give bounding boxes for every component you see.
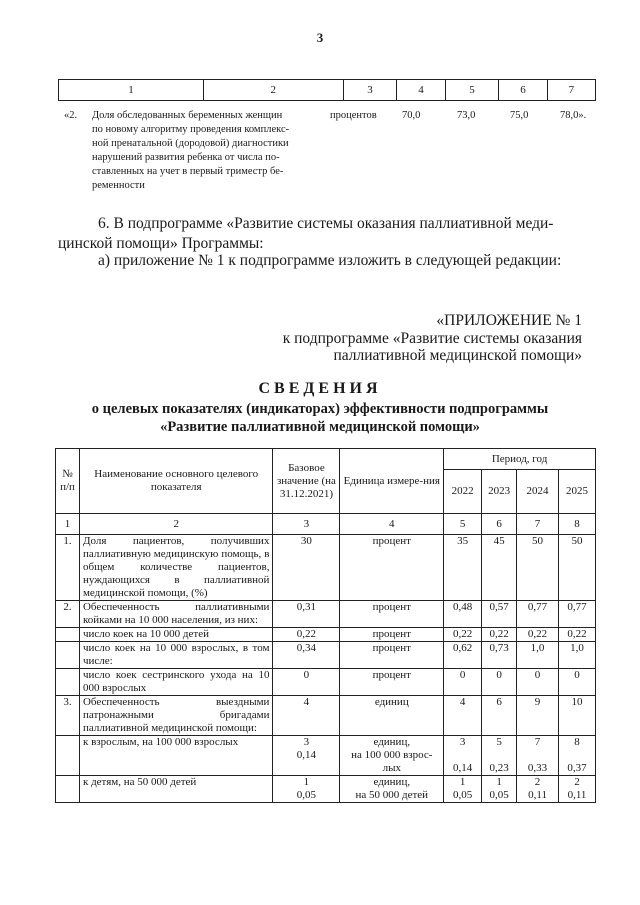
- row-name: число коек сестринского ухода на 10 000 взрослых: [79, 669, 272, 696]
- appendix-line2: к подпрограмме «Развитие системы оказания: [282, 330, 582, 347]
- table-row: [56, 601, 596, 628]
- row-name: Доля пациентов, получивших паллиативную медицинскую помощь, в общем количестве пациентов, нуждающихся в паллиативной медицинской помощи, (%): [79, 535, 272, 601]
- row-value-2024: 0: [517, 669, 559, 696]
- row-num: [56, 628, 80, 642]
- table-row: [56, 696, 596, 736]
- col-index: 1: [59, 80, 204, 101]
- head-base: Базовое значение (на 31.12.2021): [273, 449, 340, 514]
- cont-row-value: 73,0: [457, 110, 476, 121]
- col-index: 7: [547, 80, 595, 101]
- row-value-2025: 0,22: [559, 628, 596, 642]
- continued-table: [58, 79, 596, 101]
- index-cell: 4: [340, 514, 444, 535]
- row-value-2023: 45: [482, 535, 517, 601]
- appendix-line3: паллиативной медицинской помощи»: [333, 347, 582, 364]
- cont-row-text-line: по новому алгоритму проведения комплекс-: [92, 124, 290, 135]
- col-index: 3: [343, 80, 397, 101]
- row-value-2024: 0,22: [517, 628, 559, 642]
- head-year: 2023: [482, 470, 517, 514]
- index-cell: 8: [559, 514, 596, 535]
- row-value-2023: 5 0,23: [482, 736, 517, 776]
- row-num: 2.: [56, 601, 80, 628]
- row-name: к детям, на 50 000 детей: [79, 776, 272, 803]
- col-index: 4: [397, 80, 445, 101]
- row-num: 3.: [56, 696, 80, 736]
- row-name: число коек на 10 000 взрослых, в том числе:: [79, 642, 272, 669]
- col-index: 5: [445, 80, 499, 101]
- row-num: [56, 736, 80, 776]
- row-unit: единиц, на 50 000 детей: [340, 776, 444, 803]
- head-year: 2022: [444, 470, 482, 514]
- index-cell: 7: [517, 514, 559, 535]
- indicators-table: [55, 448, 596, 803]
- row-value-2022: 4: [444, 696, 482, 736]
- index-cell: 5: [444, 514, 482, 535]
- cont-row-unit: процентов: [330, 110, 377, 121]
- cont-row-text-line: нарушений развития ребенка от числа по-: [92, 152, 280, 163]
- row-unit: единиц: [340, 696, 444, 736]
- para-6-line3: а) приложение № 1 к подпрограмме изложить в следующей редакции:: [98, 252, 562, 269]
- row-value-2024: 9: [517, 696, 559, 736]
- cont-row-text-line: ременности: [92, 180, 145, 191]
- row-unit: единиц, на 100 000 взрос- лых: [340, 736, 444, 776]
- row-value-2025: 2 0,11: [559, 776, 596, 803]
- row-unit: процент: [340, 628, 444, 642]
- row-value-2022: 0,22: [444, 628, 482, 642]
- subtitle-line1: о целевых показателях (индикаторах) эффективности подпрограммы: [91, 401, 549, 417]
- head-unit: Единица измере-ния: [340, 449, 444, 514]
- row-value-2024: 2 0,11: [517, 776, 559, 803]
- row-name: число коек на 10 000 детей: [79, 628, 272, 642]
- row-base: 0,34: [273, 642, 340, 669]
- para-6-line1: 6. В подпрограмме «Развитие системы оказания паллиативной меди-: [98, 215, 554, 232]
- head-num: № п/п: [56, 449, 80, 514]
- index-cell: 3: [273, 514, 340, 535]
- subtitle-line2: «Развитие паллиативной медицинской помощи»: [160, 419, 480, 435]
- cont-row-text-line: ной пренатальной (дородовой) диагностики: [92, 138, 289, 149]
- appendix-line1: «ПРИЛОЖЕНИЕ № 1: [436, 312, 582, 329]
- cont-row-text-line: ставленных на учет в первый триместр бе-: [92, 166, 284, 177]
- row-value-2022: 0,48: [444, 601, 482, 628]
- row-value-2023: 0,73: [482, 642, 517, 669]
- row-value-2022: 3 0,14: [444, 736, 482, 776]
- row-value-2023: 6: [482, 696, 517, 736]
- row-value-2022: 1 0,05: [444, 776, 482, 803]
- row-base: 0: [273, 669, 340, 696]
- cont-row-text-line: Доля обследованных беременных женщин: [92, 110, 283, 121]
- row-value-2023: 1 0,05: [482, 776, 517, 803]
- row-value-2023: 0,22: [482, 628, 517, 642]
- row-value-2022: 35: [444, 535, 482, 601]
- row-value-2024: 50: [517, 535, 559, 601]
- table-head-row: [56, 449, 596, 470]
- document-title: СВЕДЕНИЯ: [258, 380, 382, 397]
- row-name: Обеспеченность выездными патронажными бригадами паллиативной медицинской помощи:: [79, 696, 272, 736]
- row-unit: процент: [340, 535, 444, 601]
- row-value-2025: 0: [559, 669, 596, 696]
- row-name: Обеспеченность паллиативными койками на 10 000 населения, из них:: [79, 601, 272, 628]
- table-row: [56, 642, 596, 669]
- table-index-row: [56, 514, 596, 535]
- row-value-2024: 0,77: [517, 601, 559, 628]
- table-row: [56, 776, 596, 803]
- table-row: [56, 628, 596, 642]
- row-value-2025: 10: [559, 696, 596, 736]
- row-value-2025: 50: [559, 535, 596, 601]
- row-base: 0,31: [273, 601, 340, 628]
- cont-row-number: «2.: [64, 110, 78, 121]
- cont-row-text: [92, 109, 332, 193]
- row-unit: процент: [340, 669, 444, 696]
- index-cell: 6: [482, 514, 517, 535]
- row-num: [56, 776, 80, 803]
- row-num: [56, 669, 80, 696]
- row-num: 1.: [56, 535, 80, 601]
- row-value-2025: 0,77: [559, 601, 596, 628]
- table-body: [56, 535, 596, 803]
- cont-row-value: 75,0: [510, 110, 529, 121]
- index-cell: 2: [79, 514, 272, 535]
- row-value-2022: 0: [444, 669, 482, 696]
- page-number: 3: [316, 30, 324, 45]
- row-value-2024: 1,0: [517, 642, 559, 669]
- table-row: [56, 736, 596, 776]
- row-unit: процент: [340, 642, 444, 669]
- table-row: [56, 669, 596, 696]
- row-name: к взрослым, на 100 000 взрослых: [79, 736, 272, 776]
- row-base: 1 0,05: [273, 776, 340, 803]
- cont-row-value: 70,0: [402, 110, 421, 121]
- head-name: Наименование основного целевого показателя: [79, 449, 272, 514]
- row-value-2025: 1,0: [559, 642, 596, 669]
- column-index-row: [59, 80, 596, 101]
- head-period: Период, год: [444, 449, 596, 470]
- col-index: 6: [499, 80, 547, 101]
- row-value-2023: 0,57: [482, 601, 517, 628]
- table-row: [56, 535, 596, 601]
- cont-row-value: 78,0».: [560, 110, 587, 121]
- row-base: 30: [273, 535, 340, 601]
- para-6-line2: цинской помощи» Программы:: [58, 235, 264, 252]
- col-index: 2: [203, 80, 343, 101]
- row-value-2025: 8 0,37: [559, 736, 596, 776]
- document-subtitle: [0, 400, 640, 436]
- row-base: 0,22: [273, 628, 340, 642]
- row-base: 3 0,14: [273, 736, 340, 776]
- row-value-2024: 7 0,33: [517, 736, 559, 776]
- index-cell: 1: [56, 514, 80, 535]
- head-year: 2024: [517, 470, 559, 514]
- row-num: [56, 642, 80, 669]
- head-year: 2025: [559, 470, 596, 514]
- row-unit: процент: [340, 601, 444, 628]
- row-base: 4: [273, 696, 340, 736]
- row-value-2022: 0,62: [444, 642, 482, 669]
- row-value-2023: 0: [482, 669, 517, 696]
